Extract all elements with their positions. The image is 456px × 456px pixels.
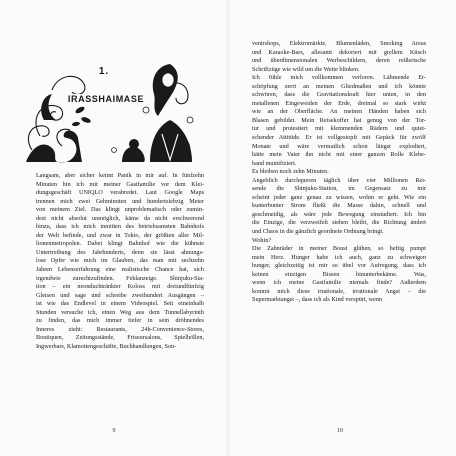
text-line: metallenen Eingeweiden der Erde, dreimal so stark wirkt	[252, 99, 426, 107]
text-line: Blasen gebildet. Mein Reisekoffer hat genug von der Tor-	[252, 116, 426, 124]
text-line: Schriftzüge wie wild um die Wette blinken.	[252, 65, 360, 73]
text-line: Ich fühle mich vollkommen verloren. Lähmende Er-	[252, 74, 426, 82]
text-line: kunterbunter Strom fließt die Masse dahin, schnell und	[252, 202, 426, 210]
text-line: sende die Shinjuku-Station, im Gegensatz zu mir	[252, 185, 426, 193]
text-line: Jahren Lebenserfahrung eine realistische Chance hat, sich	[36, 266, 204, 274]
text-line: Inneres zieht: Restaurants, 24h-Convenience-Stores,	[36, 325, 204, 333]
text-line: keinen einzigen Bissen hinunterbekäme. Was,	[252, 270, 426, 278]
page-number-left: 9	[112, 428, 116, 434]
text-line: von meinem Ziel. Das klingt unproblematisch oder zumin-	[36, 206, 204, 214]
text-line: Stunden versuche ich, einen Weg aus dem Tunnellabyrinth	[36, 308, 204, 316]
text-line: schöpfung zerrt an meinen Gliedmaßen und ich könnte	[252, 82, 426, 90]
text-line: Wohin?	[252, 236, 272, 244]
text-line: scheint jeder ganz genau zu wissen, wohin er geht. Wie ein	[252, 193, 426, 201]
text-line: der Welt befinde, und zwar in Tokio, der größten aller Mil-	[36, 231, 204, 239]
right-page-body	[252, 40, 426, 305]
text-line: Es bleiben noch zehn Minuten.	[252, 168, 329, 176]
page-number-right: 10	[337, 428, 343, 434]
text-line: zu finden, das mich immer tiefer in sein dröhnendes	[36, 317, 204, 325]
text-line: dest nicht absolut unmöglich, käme da nicht erschwerend	[36, 214, 204, 222]
right-page	[228, 0, 456, 456]
left-page-body	[36, 172, 204, 351]
text-line: dungsgeschäft UNIQLO verabredet. Laut Google Maps	[36, 189, 204, 197]
text-line: trennen mich zwei Gehminuten und hundertsiebzig Meter	[36, 197, 204, 205]
text-line: schender Attitüde. Er ist vollgestopft mit Gepäck für zwölf	[252, 134, 426, 142]
text-line: wie an der Oberfläche. An meinen Händen haben sich	[252, 108, 426, 116]
text-line: ist wie das Endlevel in einem Videospiel. Seit eineinhalb	[36, 300, 204, 308]
text-line: und überdimensionalen Werbeschildern, deren reißerische	[252, 57, 426, 65]
text-line: und Karaoke-Bars, allesamt dekoriert mit grellem Kitsch	[252, 48, 426, 56]
text-line: venirshops, Elektromärkte, Blumenläden, Smoking Areas	[252, 40, 426, 47]
text-line: Langsam, aber sicher keimt Panik in mir auf. In fünfzehn	[36, 172, 204, 179]
text-line: irgendwie zurechtzufinden. Fehlanzeige. Shinjuku-Sta-	[36, 274, 204, 282]
text-line: Supermarktangst –, dass ich als Kind verspürt, wenn	[252, 296, 383, 304]
text-line: tur und protestiert mit klemmenden Rädern und quiet-	[252, 125, 426, 133]
text-line: kommt mich diese irrationale, irrationale Angst – die	[252, 287, 426, 295]
text-line: tion – ein neonduchtränkter Koloss mit dreiundfünfzig	[36, 283, 204, 291]
text-line: Boutiquen, Zeitungsstände, Friseursalons, Spielhöllen,	[36, 334, 204, 342]
text-line: Monate und wäre vermutlich schon längst explodiert,	[252, 142, 426, 150]
text-line: lionenmetropolen. Dabei klingt Bahnhof wie die kühnste	[36, 240, 204, 248]
text-line: wenn ich meine Gastfamilie niemals finde? Außerdem	[252, 279, 426, 287]
text-line: band mumifiziert.	[252, 159, 297, 167]
text-line: geschmeidig, als wäre jede Bewegung einstudiert. Ich bin	[252, 210, 426, 218]
chapter-number: 1.	[98, 66, 110, 77]
text-line: hätte mein Vater ihn nicht mit einer ganzen Rolle Klebe-	[252, 151, 426, 159]
text-line: Gleisen und sage und schreibe zweihundert Ausgängen –	[36, 291, 204, 299]
text-line: Ingwerbars, Klamottengeschäfte, Buchhandlungen, Sou-	[36, 342, 177, 350]
text-line: lose Opfer wie mich im Glauben, das man mit sechzehn	[36, 257, 204, 265]
text-line: Die Zahnräder in meiner Boust glühen, so heftig pumpt	[252, 245, 426, 253]
text-line: hunger, gleichzeitig ist mir so übel vor Aufregung, dass ich	[252, 262, 426, 270]
text-line: Untertreibung des Jahrhunderts, denn sie lässt ahnungs-	[36, 248, 204, 256]
chapter-title: IRASSHAIMASE	[58, 94, 154, 104]
text-line: und Chaos in die gänzlich geordnete Ordnung bringt.	[252, 228, 384, 236]
text-line: Minuten bin ich mit meiner Gastfamilie vor dem Klei-	[36, 180, 204, 188]
text-line: mein Herz. Hunger habe ich auch, ganz zu schweigen	[252, 253, 426, 261]
text-line: hinzu, dass ich mich inmitten des betriebsamsten Bahnhofs	[36, 223, 204, 231]
text-line: die Einzige, die verzweifelt stehen bleibt, die Richtung ändert	[252, 219, 426, 227]
text-line: schwören, dass die Gravitationskraft hier unten, in den	[252, 91, 426, 99]
text-line: Angeblich durchqueren täglich über vier Millionen Rei-	[252, 176, 426, 184]
